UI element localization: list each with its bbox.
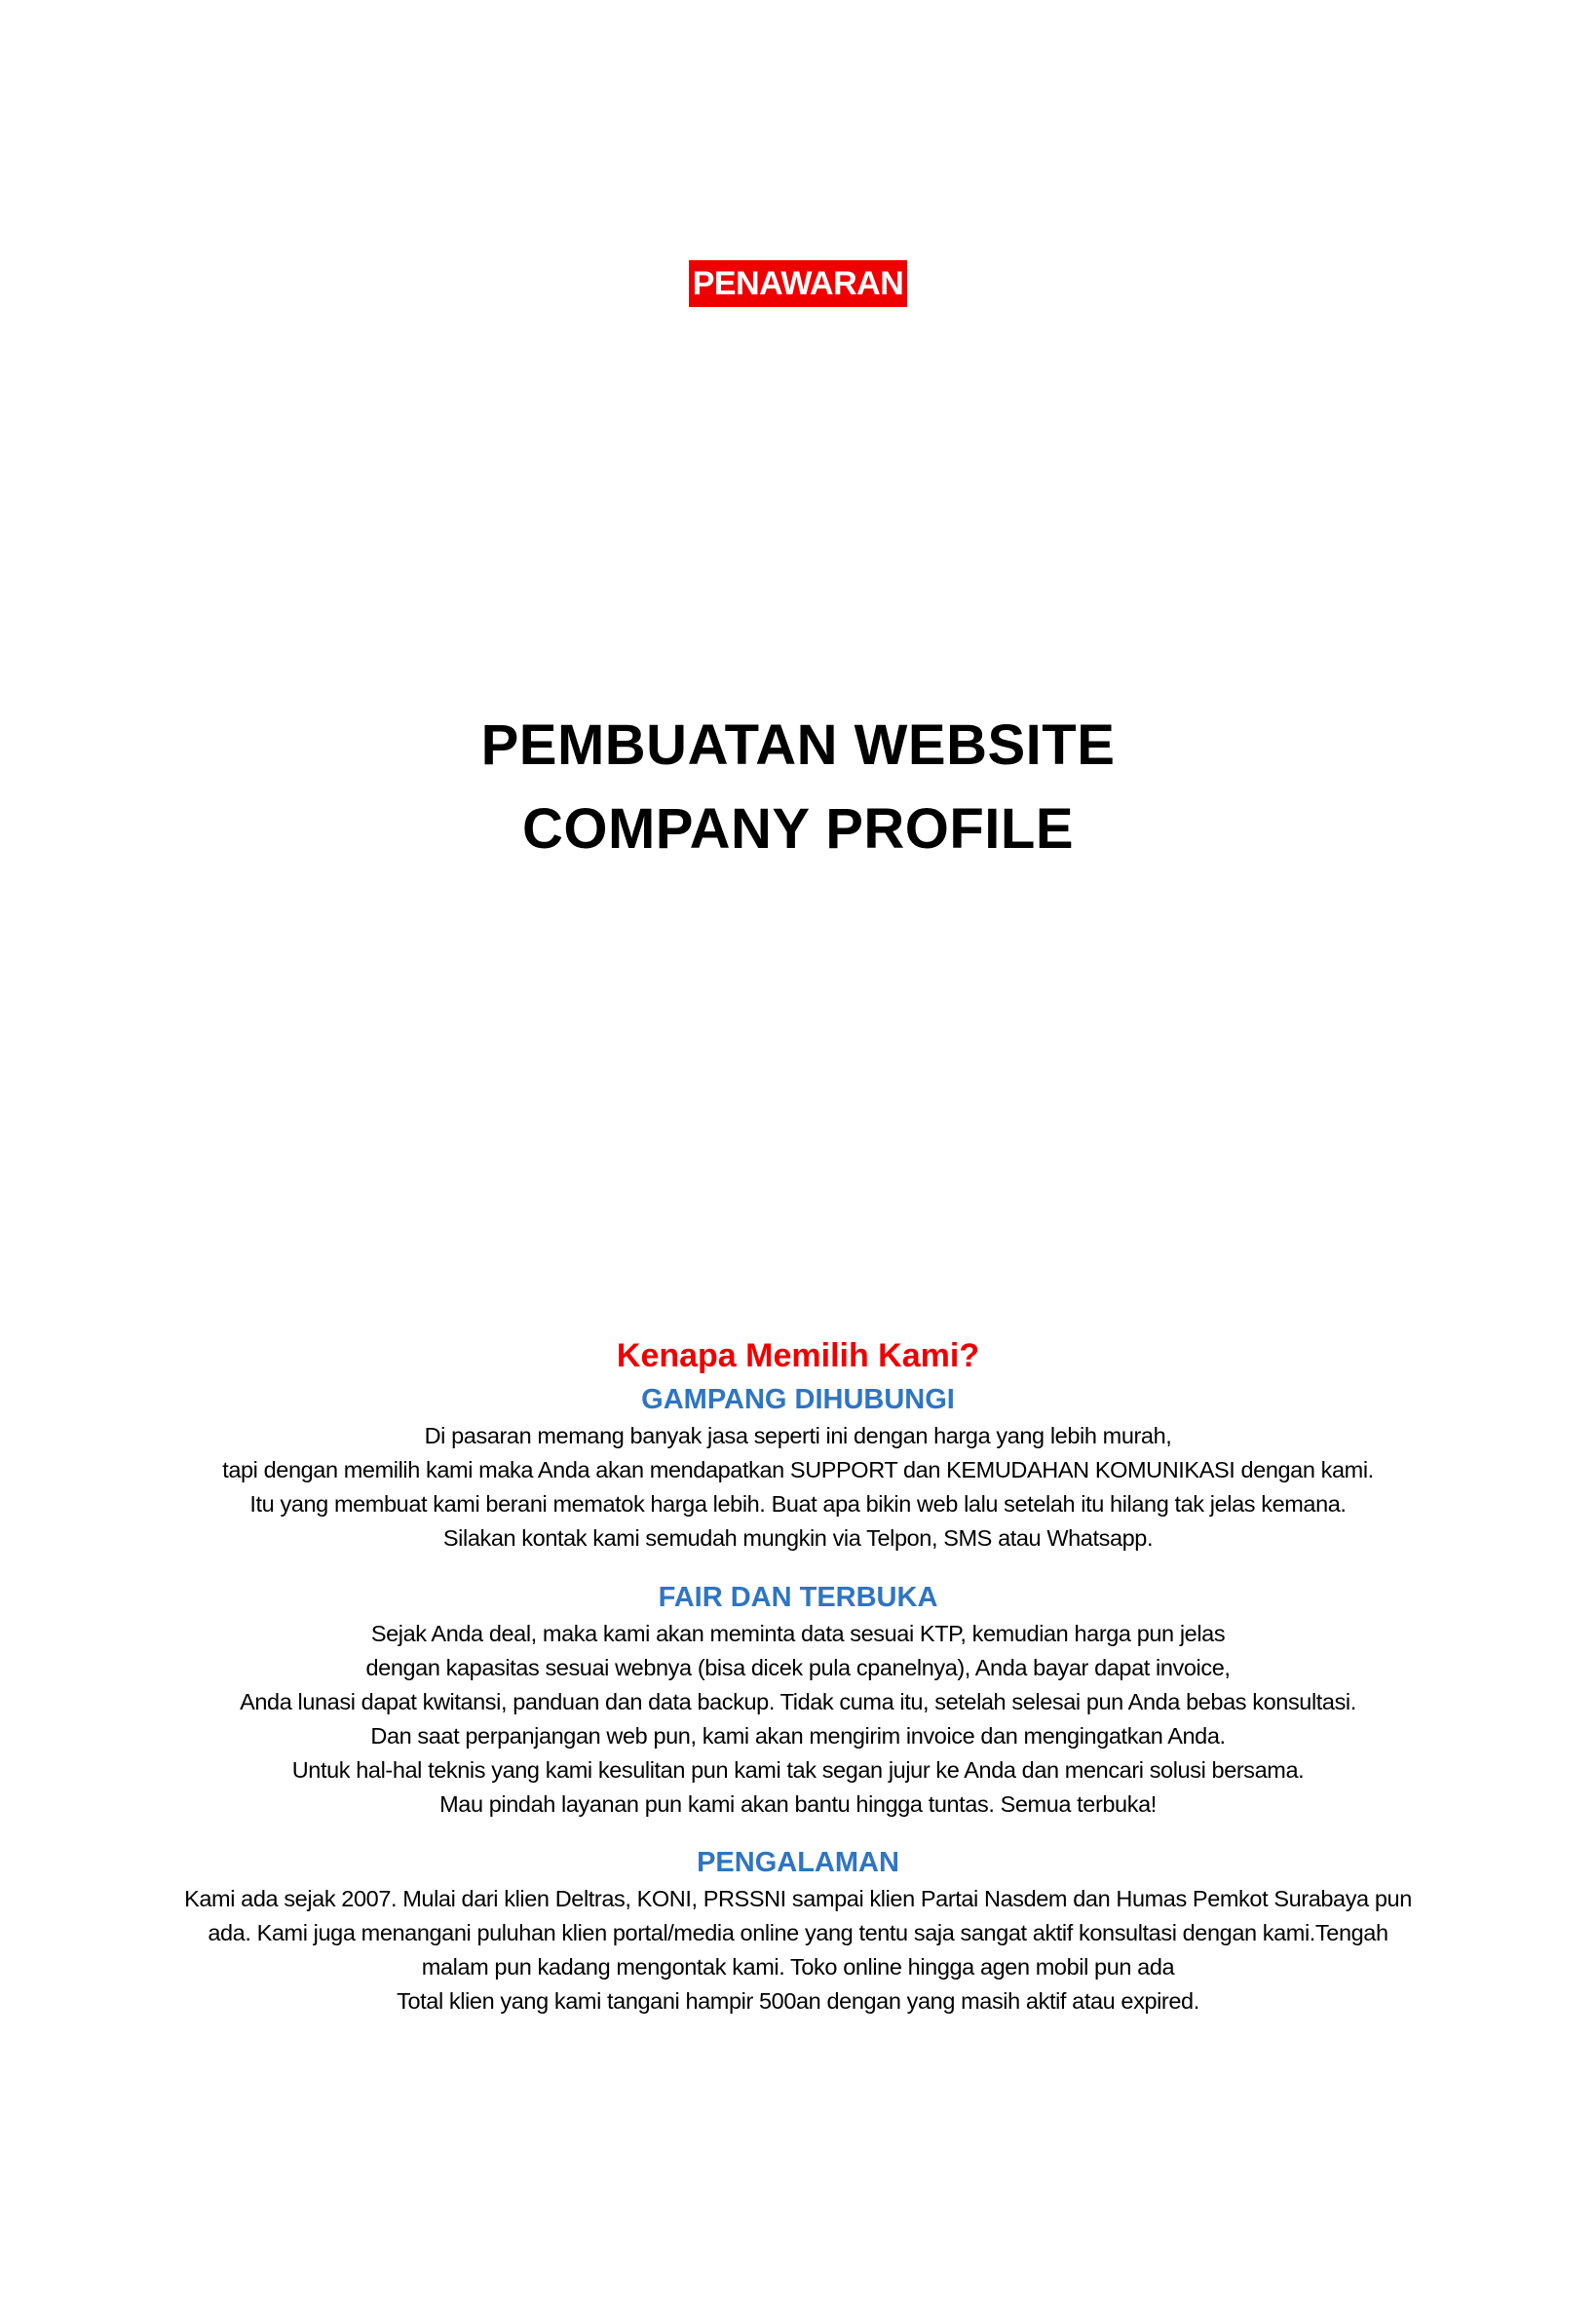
section-heading: FAIR DAN TERBUKA [658,1582,938,1613]
why-choose-us [0,1331,1596,2019]
badge-container [0,260,1596,307]
body-line: Silakan kontak kami semudah mungkin via Telpon, SMS atau Whatsapp. [442,1525,1154,1551]
section-easy-contact [0,1380,1596,1556]
why-heading: Kenapa Memilih Kami? [616,1337,980,1374]
page-title [0,704,1596,871]
spacer [0,1556,1596,1578]
section-fair-open [0,1578,1596,1822]
section-heading: PENGALAMAN [697,1847,899,1878]
body-line: Untuk hal-hal teknis yang kami kesulitan pun kami tak segan jujur ke Anda dan mencari solusi bersama. [291,1757,1305,1783]
section-body [0,1882,1596,2019]
body-line: ada. Kami juga menangani puluhan klien portal/media online yang tentu saja sangat aktif konsultasi dengan kami.Tengah [208,1920,1388,1945]
body-line: Sejak Anda deal, maka kami akan meminta data sesuai KTP, kemudian harga pun jelas [370,1621,1226,1646]
body-line: Anda lunasi dapat kwitansi, panduan dan data backup. Tidak cuma itu, setelah selesai pun Anda bebas konsultasi. [240,1689,1356,1714]
section-experience [0,1843,1596,2019]
body-line: tapi dengan memilih kami maka Anda akan mendapatkan SUPPORT dan KEMUDAHAN KOMUNIKASI dengan kami. [222,1457,1374,1482]
section-body [0,1617,1596,1822]
section-heading: GAMPANG DIHUBUNGI [641,1384,955,1415]
body-line: Itu yang membuat kami berani mematok harga lebih. Buat apa bikin web lalu setelah itu hilang tak jelas kemana. [249,1491,1347,1517]
body-line: dengan kapasitas sesuai webnya (bisa dicek pula cpanelnya), Anda bayar dapat invoice, [365,1655,1231,1680]
offer-badge: PENAWARAN [689,260,908,307]
body-line: Total klien yang kami tangani hampir 500an dengan yang masih aktif atau expired. [397,1988,1199,2014]
body-line: Kami ada sejak 2007. Mulai dari klien Deltras, KONI, PRSSNI sampai klien Partai Nasdem dan Humas Pemkot Surabaya pun [184,1886,1412,1911]
section-body [0,1419,1596,1556]
title-line-2: COMPANY PROFILE [521,797,1075,861]
body-line: Mau pindah layanan pun kami akan bantu hingga tuntas. Semua terbuka! [439,1791,1157,1817]
body-line: Di pasaran memang banyak jasa seperti ini dengan harga yang lebih murah, [424,1423,1172,1448]
body-line: Dan saat perpanjangan web pun, kami akan mengirim invoice dan mengingatkan Anda. [370,1723,1226,1749]
body-line: malam pun kadang mengontak kami. Toko online hingga agen mobil pun ada [421,1954,1175,1980]
spacer [0,1822,1596,1843]
title-line-1: PEMBUATAN WEBSITE [480,713,1116,777]
